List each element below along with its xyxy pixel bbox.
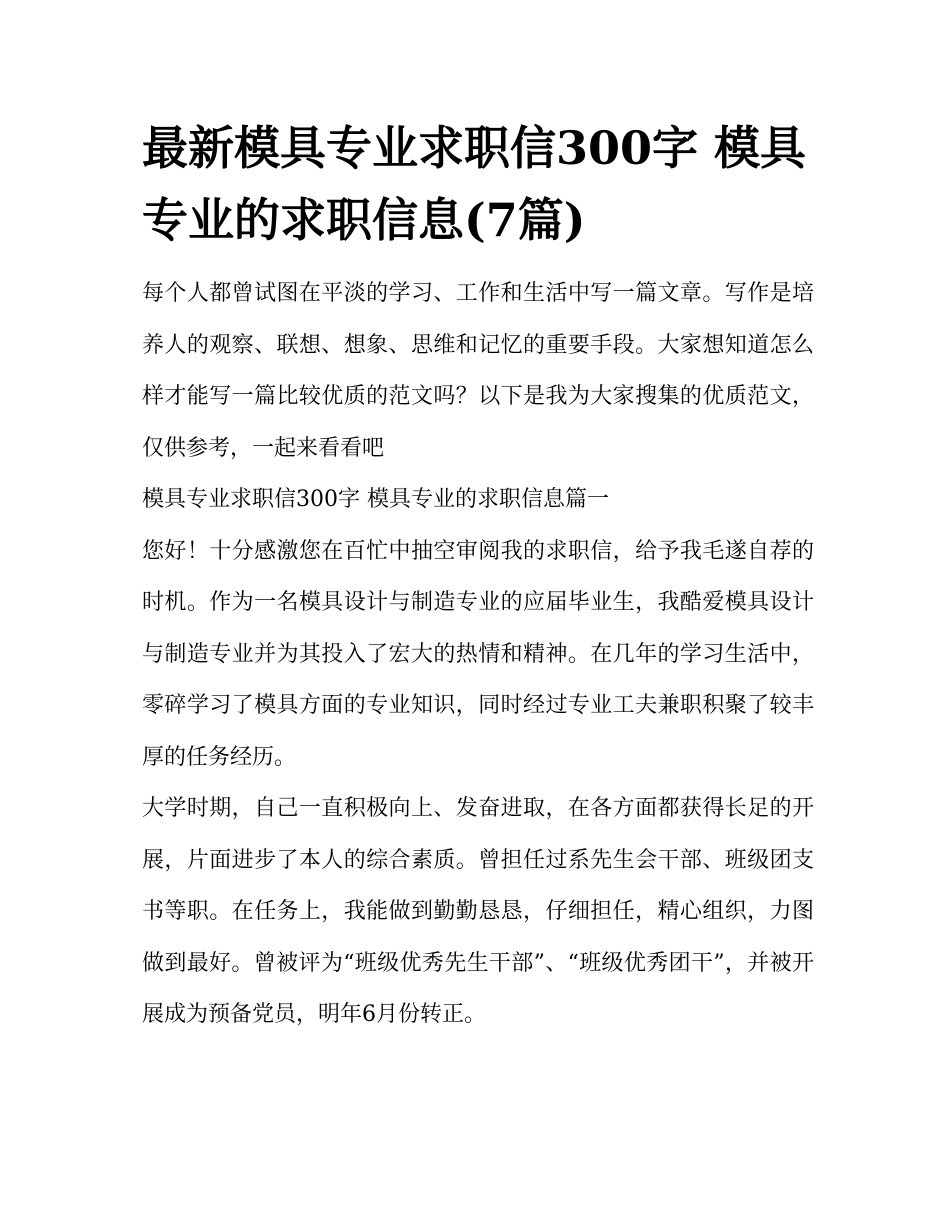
intro-paragraph: 每个人都曾试图在平淡的学习、工作和生活中写一篇文章。写作是培养人的观察、联想、想象、思维和记忆的重要手段。大家想知道怎么样才能写一篇比较优质的范文吗？以下是我为大家搜集的优质范文，仅供参考，一起来看看吧 [142, 281, 814, 461]
body-paragraph-1: 您好！十分感激您在百忙中抽空审阅我的求职信，给予我毛遂自荐的时机。作为一名模具设计与制造专业的应届毕业生，我酷爱模具设计与制造专业并为其投入了宏大的热情和精神。在几年的学习生活中，零碎学习了模具方面的专业知识，同时经过专业工夫兼职积聚了较丰厚的任务经历。 [142, 538, 814, 770]
document-title: 最新模具专业求职信300字 模具专业的求职信息(7篇) [142, 121, 807, 247]
section-heading: 模具专业求职信300字 模具专业的求职信息篇一 [142, 487, 609, 512]
body-paragraph-2: 大学时期，自己一直积极向上、发奋进取，在各方面都获得长足的开展，片面进步了本人的综合素质。曾担任过系先生会干部、班级团支书等职。在任务上，我能做到勤勤恳恳，仔细担任，精心组织，力图做到最好。曾被评为“班级优秀先生干部”、“班级优秀团干”，并被开展成为预备党员，明年6月份转正。 [142, 796, 814, 1027]
document-body [142, 112, 814, 1041]
